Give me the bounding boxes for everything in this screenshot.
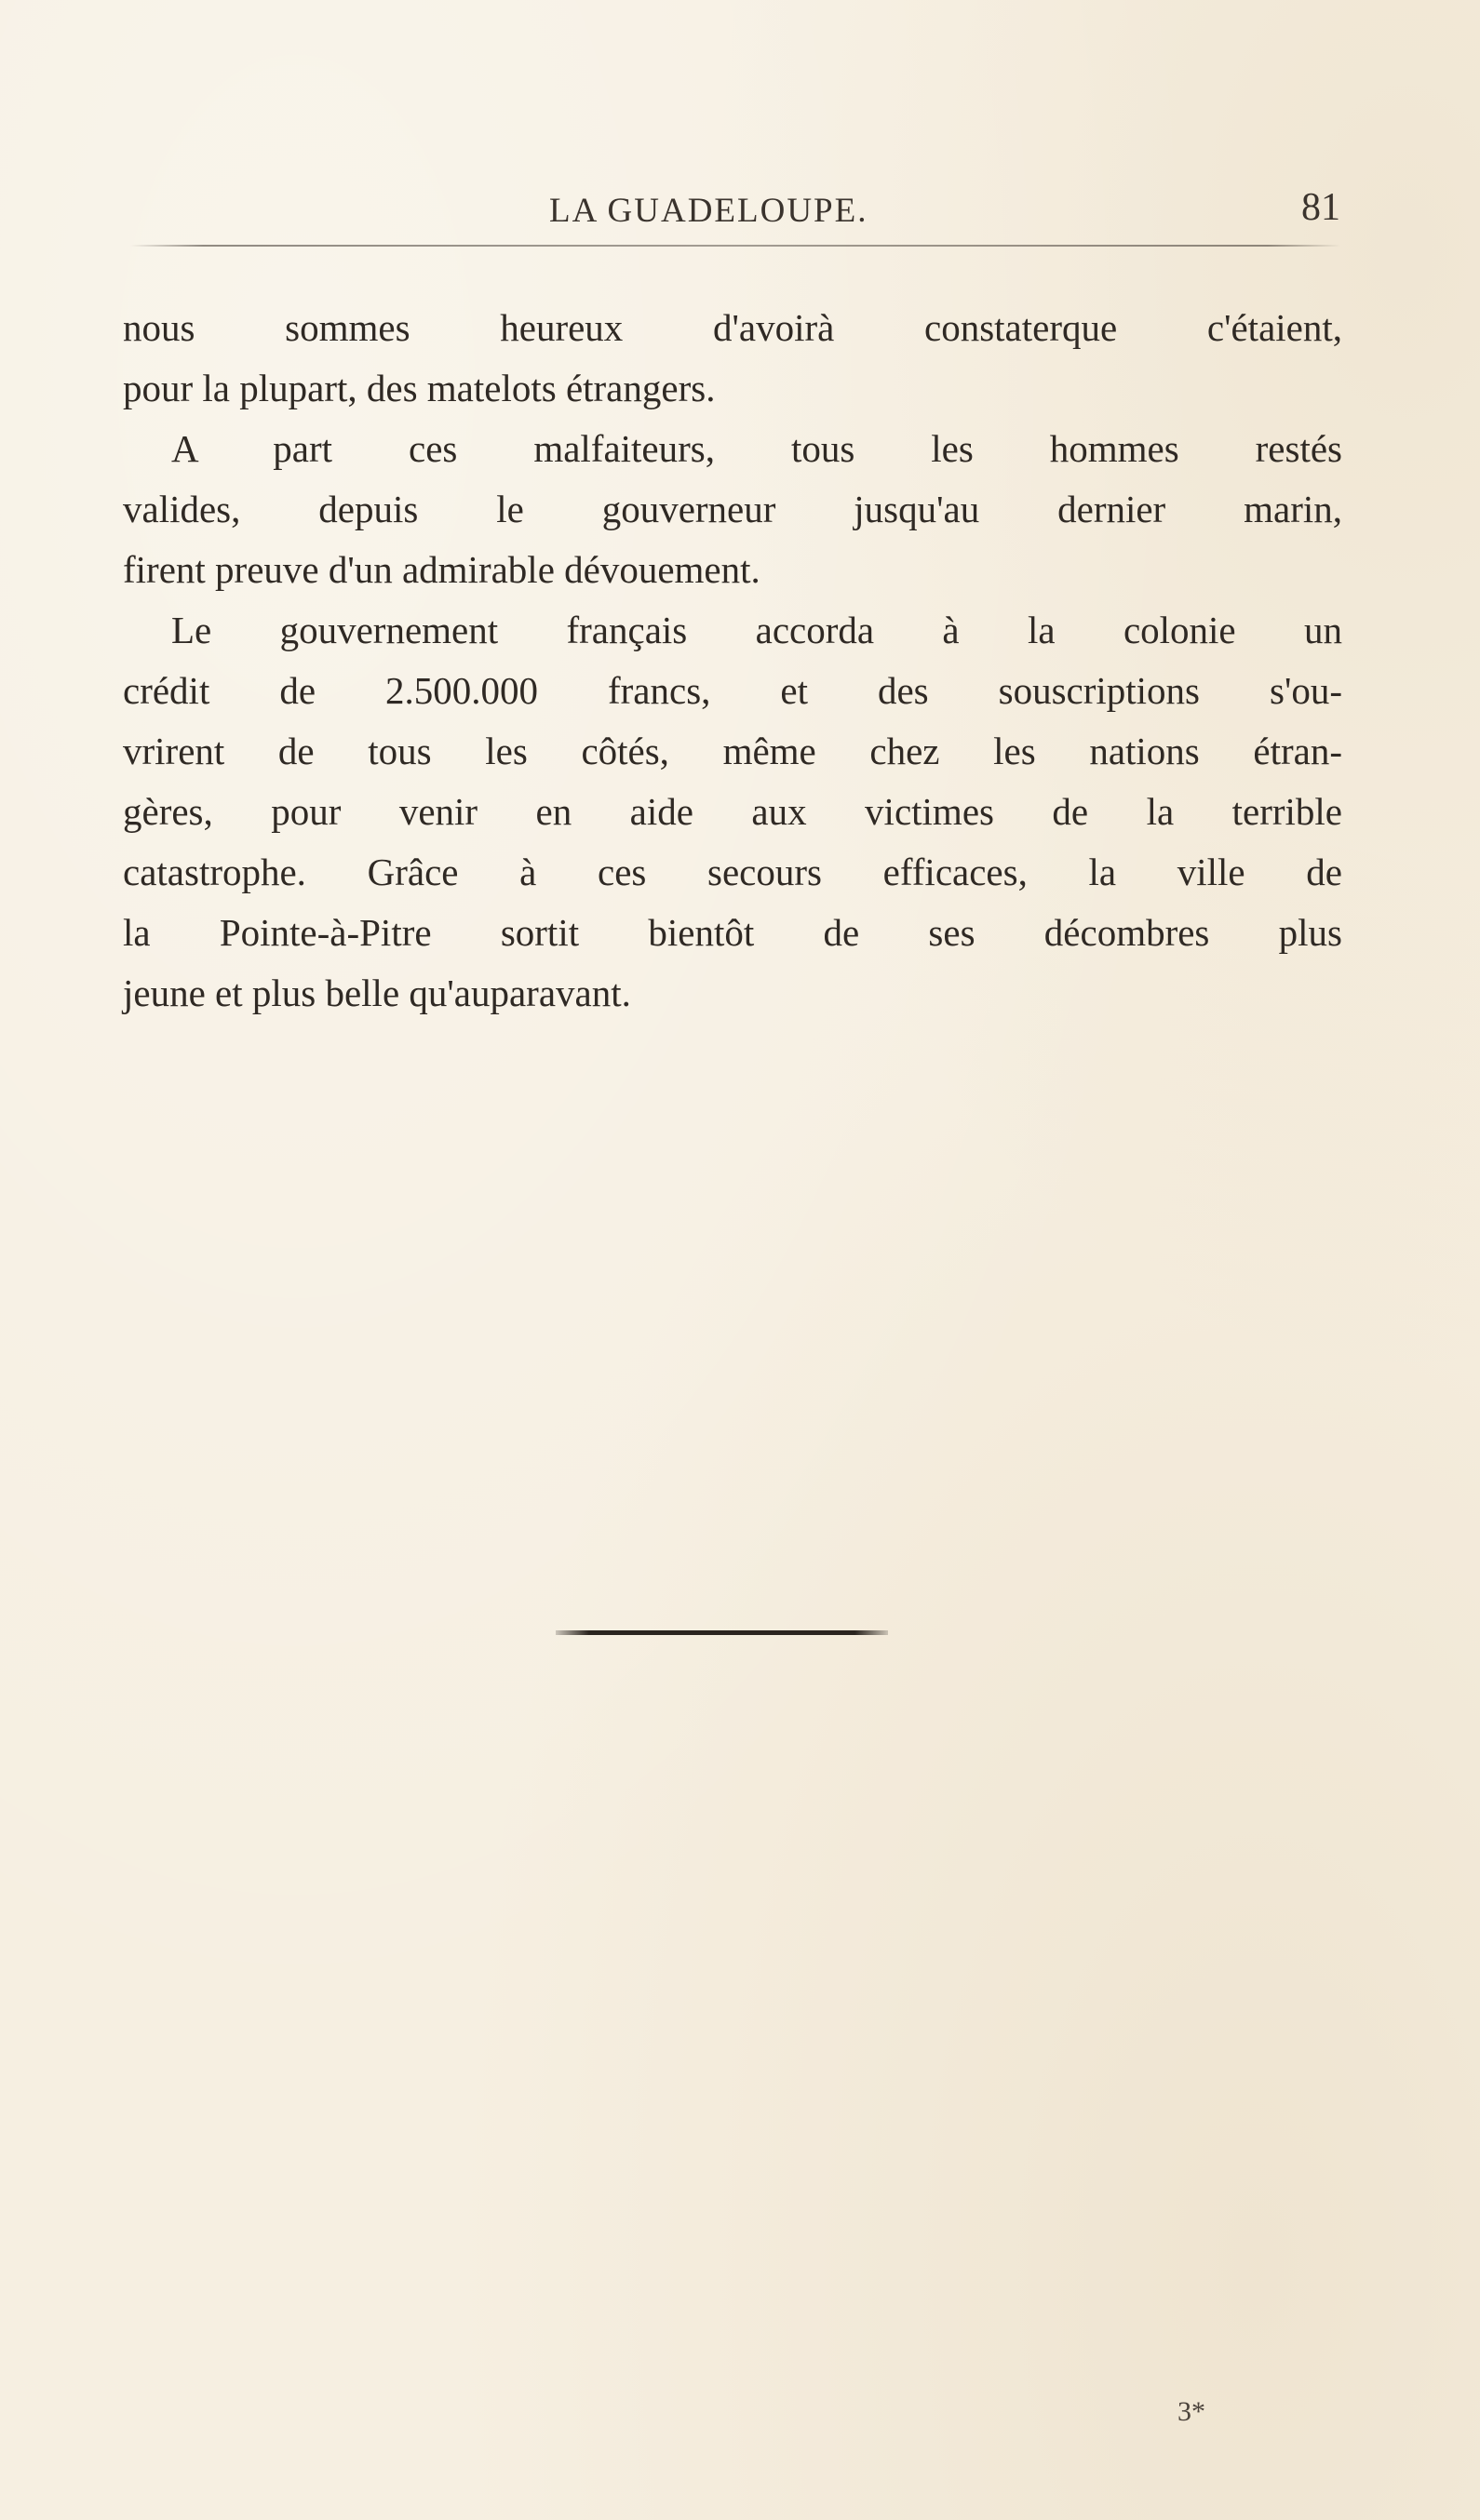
text-line: Le gouvernement français accorda à la colonie un [171,609,1342,651]
text-line: nous sommes heureux d'avoirà constaterque c'étaient, [123,306,1342,349]
text-line: A part ces malfaiteurs, tous les hommes restés [171,427,1342,470]
signature-mark: 3* [1177,2396,1205,2427]
page-number: 81 [1301,186,1340,229]
text-line: firent preuve d'un admirable dévouement. [123,548,760,591]
text-line: gères, pour venir en aide aux victimes de la terrible [123,790,1342,833]
header-rule [130,245,1340,247]
text-line: catastrophe. Grâce à ces secours efficaces, la ville de [123,851,1342,893]
running-title: LA GUADELOUPE. [549,192,868,230]
text-line: vrirent de tous les côtés, même chez les nations étran- [123,730,1342,772]
text-line: la Pointe-à-Pitre sortit bientôt de ses décombres plus [123,911,1342,954]
text-line: jeune et plus belle qu'auparavant. [123,972,631,1014]
section-end-rule [556,1630,888,1635]
text-line: pour la plupart, des matelots étrangers. [123,367,716,409]
body-text [123,298,1342,1024]
running-head [130,186,1340,247]
text-line: valides, depuis le gouverneur jusqu'au dernier marin, [123,488,1342,530]
text-line: crédit de 2.500.000 francs, et des souscriptions s'ou- [123,669,1342,712]
